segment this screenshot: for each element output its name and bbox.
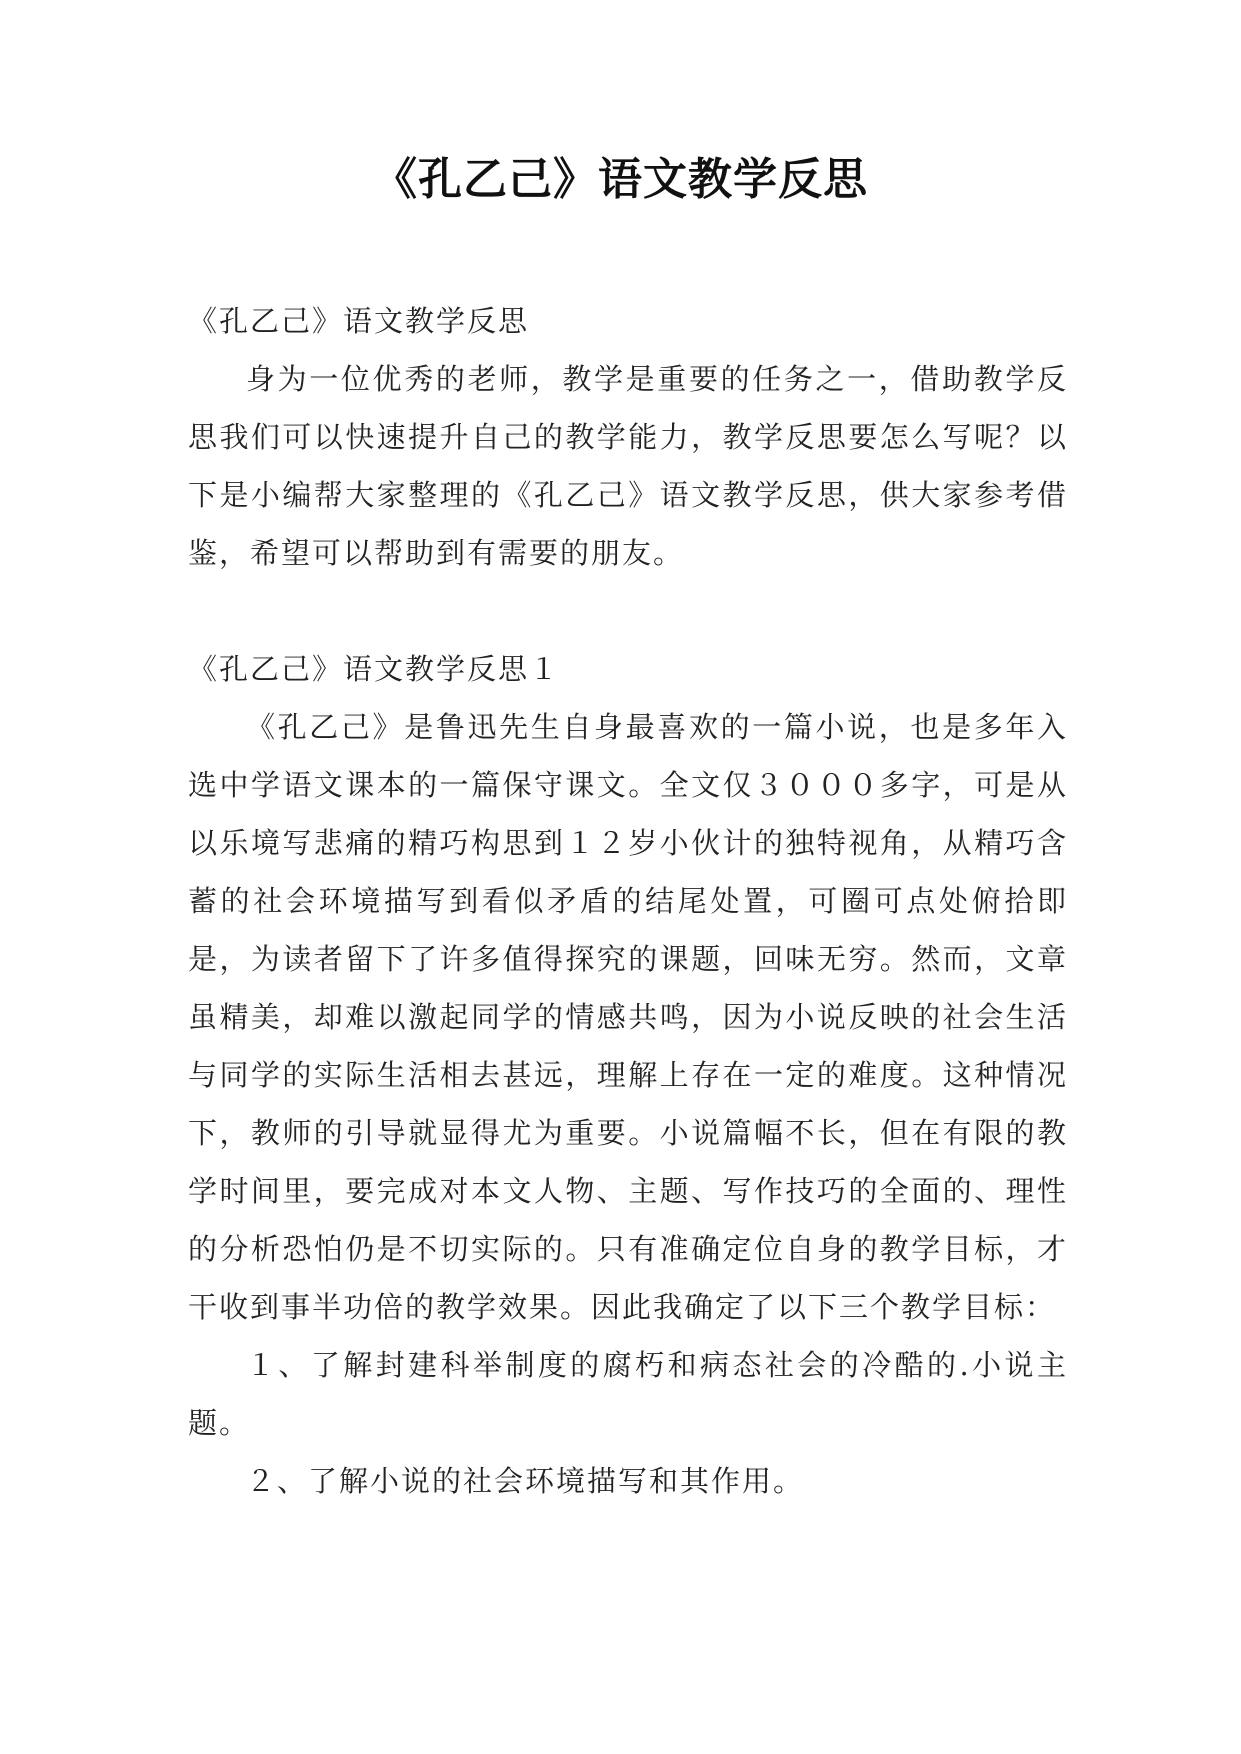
section-1-paragraph: 《孔乙己》是鲁迅先生自身最喜欢的一篇小说，也是多年入选中学语文课本的一篇保守课文。全文仅３０００多字，可是从以乐境写悲痛的精巧构思到１２岁小伙计的独特视角，从精巧含蓄的社会环境描写到看似矛盾的结尾处置，可圈可点处俯拾即是，为读者留下了许多值得探究的课题，回味无穷。然而，文章虽精美，却难以激起同学的情感共鸣，因为小说反映的社会生活与同学的实际生活相去甚远，理解上存在一定的难度。这种情况下，教师的引导就显得尤为重要。小说篇幅不长，但在有限的教学时间里，要完成对本文人物、主题、写作技巧的全面的、理性的分析恐怕仍是不切实际的。只有准确定位自身的教学目标，才干收到事半功倍的教学效果。因此我确定了以下三个教学目标： xyxy=(188,710,1068,1324)
document-body xyxy=(188,292,1068,1510)
section-heading-1: 《孔乙己》语文教学反思１ xyxy=(188,652,561,686)
goal-item-1: １、了解封建科举制度的腐朽和病态社会的冷酷的.小说主题。 xyxy=(188,1348,1068,1440)
goal-item-2: ２、了解小说的社会环境描写和其作用。 xyxy=(246,1464,805,1498)
intro-paragraph: 身为一位优秀的老师，教学是重要的任务之一，借助教学反思我们可以快速提升自己的教学能力，教学反思要怎么写呢？以下是小编帮大家整理的《孔乙己》语文教学反思，供大家参考借鉴，希望可以帮助到有需要的朋友。 xyxy=(188,362,1068,570)
paragraph-spacer xyxy=(188,582,1068,640)
document-subtitle: 《孔乙己》语文教学反思 xyxy=(188,304,530,338)
document-title: 《孔乙己》语文教学反思 xyxy=(373,154,868,205)
